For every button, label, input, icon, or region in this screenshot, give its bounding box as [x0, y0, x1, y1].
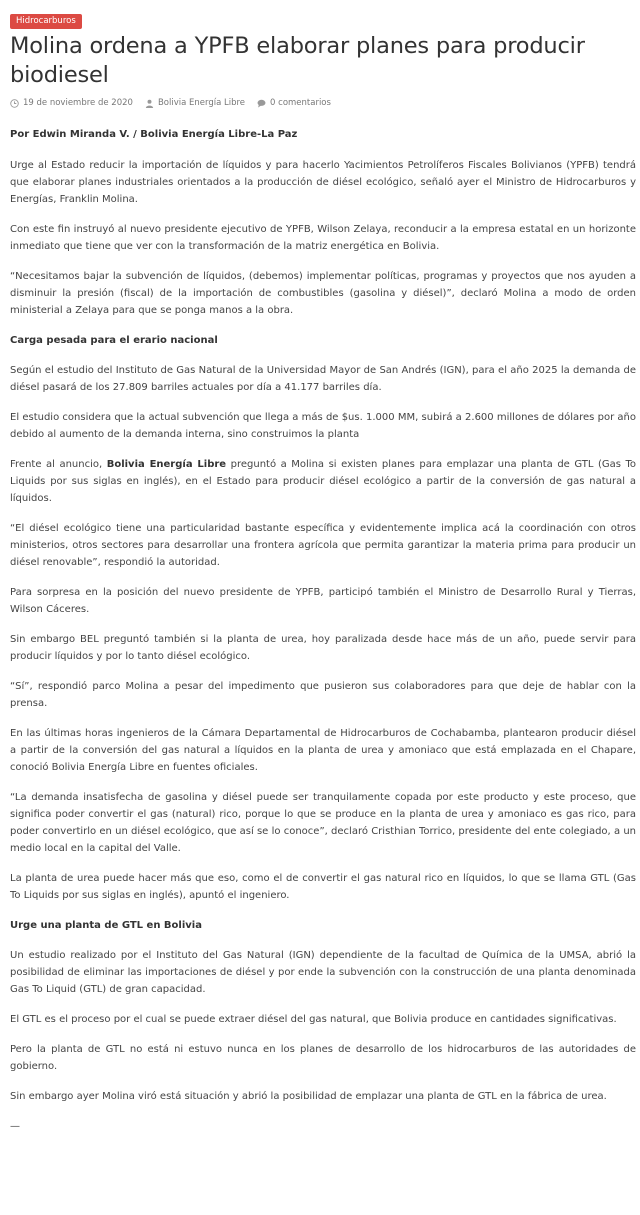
article-paragraph [10, 456, 636, 507]
paragraph-text: preguntó a Molina si existen planes para emplazar una planta de GTL (Gas To Liquids por sus siglas en inglés), en el Estado para producir diésel ecológico a partir de la conversión de gas natural a líquidos. [10, 459, 636, 504]
post-date-link[interactable]: 19 de noviembre de 2020 [23, 98, 133, 108]
article-body [10, 126, 636, 1135]
article-paragraph: Según el estudio del Instituto de Gas Natural de la Universidad Mayor de San Andrés (IGN), para el año 2025 la demanda de diésel pasará de los 27.809 barriles actuales por día a 41.177 barriles día. [10, 365, 636, 393]
post-comments [257, 98, 331, 108]
post-author-link[interactable]: Bolivia Energía Libre [157, 98, 246, 108]
article-paragraph: “Sí”, respondió parco Molina a pesar del impedimento que pusieron sus colaboradores para que deje de hablar con la prensa. [10, 681, 636, 709]
article-byline: Por Edwin Miranda V. / Bolivia Energía Libre-La Paz [10, 129, 298, 140]
comment-icon [257, 99, 266, 108]
post-date [10, 98, 133, 108]
article-paragraph: El estudio considera que la actual subvención que llega a más de $us. 1.000 MM, subirá a 2.600 millones de dólares por año debido al aumento de la demanda interna, sino construimos la planta [10, 412, 636, 440]
article-paragraph: “El diésel ecológico tiene una particularidad bastante específica y evidentemente implica acá la coordinación con otros ministerios, otros sectores para desarrollar una frontera agrícola que permita garantizar la materia prima para producir un diésel renovable”, respondió la autoridad. [10, 523, 636, 568]
section-heading: Carga pesada para el erario nacional [10, 335, 218, 346]
article-paragraph: Pero la planta de GTL no está ni estuvo nunca en los planes de desarrollo de los hidrocarburos de las autoridades de gobierno. [10, 1044, 636, 1072]
article-paragraph: Sin embargo BEL preguntó también si la planta de urea, hoy paralizada desde hace más de un año, puede servir para producir líquidos y por lo tanto diésel ecológico. [10, 634, 636, 662]
article-paragraph: “La demanda insatisfecha de gasolina y diésel puede ser tranquilamente copada por este producto y este proceso, que significa poder convertir el gas (natural) rico, porque lo que se produce en la planta de urea y amoniaco es gas rico, para poder convertirlo en un diésel ecológico, que así se lo conoce”, declaró Cristhian Torrico, presidente del ente colegiado, a un medio local en la capital del Valle. [10, 792, 636, 854]
clock-icon [10, 99, 19, 108]
article-paragraph: Un estudio realizado por el Instituto del Gas Natural (IGN) dependiente de la facultad de Química de la UMSA, abrió la posibilidad de eliminar las importaciones de diésel y por ende la subvención con la construcción de una planta denominada Gas To Liquid (GTL) de gran capacidad. [10, 950, 636, 995]
article-paragraph: Con este fin instruyó al nuevo presidente ejecutivo de YPFB, Wilson Zelaya, reconducir a la empresa estatal en un horizonte inmediato que tiene que ver con la transformación de la matriz energética en Bolivia. [10, 224, 636, 252]
article-paragraph: Sin embargo ayer Molina viró está situación y abrió la posibilidad de emplazar una planta de GTL en la fábrica de urea. [10, 1091, 607, 1102]
article-paragraph: La planta de urea puede hacer más que eso, como el de convertir el gas natural rico en líquidos, lo que se llama GTL (Gas To Liquids por sus siglas en inglés), apuntó el ingeniero. [10, 873, 636, 901]
paragraph-text: Frente al anuncio, [10, 459, 107, 470]
post-author [145, 98, 245, 108]
article-paragraph: En las últimas horas ingenieros de la Cámara Departamental de Hidrocarburos de Cochabamba, plantearon producir diésel a partir de la conversión del gas natural a líquidos en la planta de urea y amoniaco que está emplazada en el Chapare, conoció Bolivia Energía Libre en fuentes oficiales. [10, 728, 636, 773]
article-meta [10, 97, 636, 109]
article-paragraph: “Necesitamos bajar la subvención de líquidos, (debemos) implementar políticas, programas y proyectos que nos ayuden a disminuir la presión (fiscal) de la importación de combustibles (gasolina y diésel)”, declaró Molina a modo de orden ministerial a Zelaya para que se ponga manos a la obra. [10, 271, 636, 316]
article-title: Molina ordena a YPFB elaborar planes para producir biodiesel [10, 33, 585, 88]
article-paragraph: Urge al Estado reducir la importación de líquidos y para hacerlo Yacimientos Petrolíferos Fiscales Bolivianos (YPFB) tendrá que elaborar planes industriales orientados a la producción de diésel ecológico, señaló ayer el Ministro de Hidrocarburos y Energías, Franklin Molina. [10, 160, 636, 205]
user-icon [145, 99, 154, 108]
category-badge[interactable]: Hidrocarburos [10, 14, 82, 29]
publication-name: Bolivia Energía Libre [106, 459, 227, 470]
article-paragraph: Para sorpresa en la posición del nuevo presidente de YPFB, participó también el Ministro de Desarrollo Rural y Tierras, Wilson Cáceres. [10, 587, 636, 615]
post-comments-link[interactable]: 0 comentarios [270, 98, 331, 108]
closing-dash: — [10, 1121, 20, 1132]
article-paragraph: El GTL es el proceso por el cual se puede extraer diésel del gas natural, que Bolivia produce en cantidades significativas. [10, 1014, 617, 1025]
section-heading: Urge una planta de GTL en Bolivia [10, 920, 202, 931]
